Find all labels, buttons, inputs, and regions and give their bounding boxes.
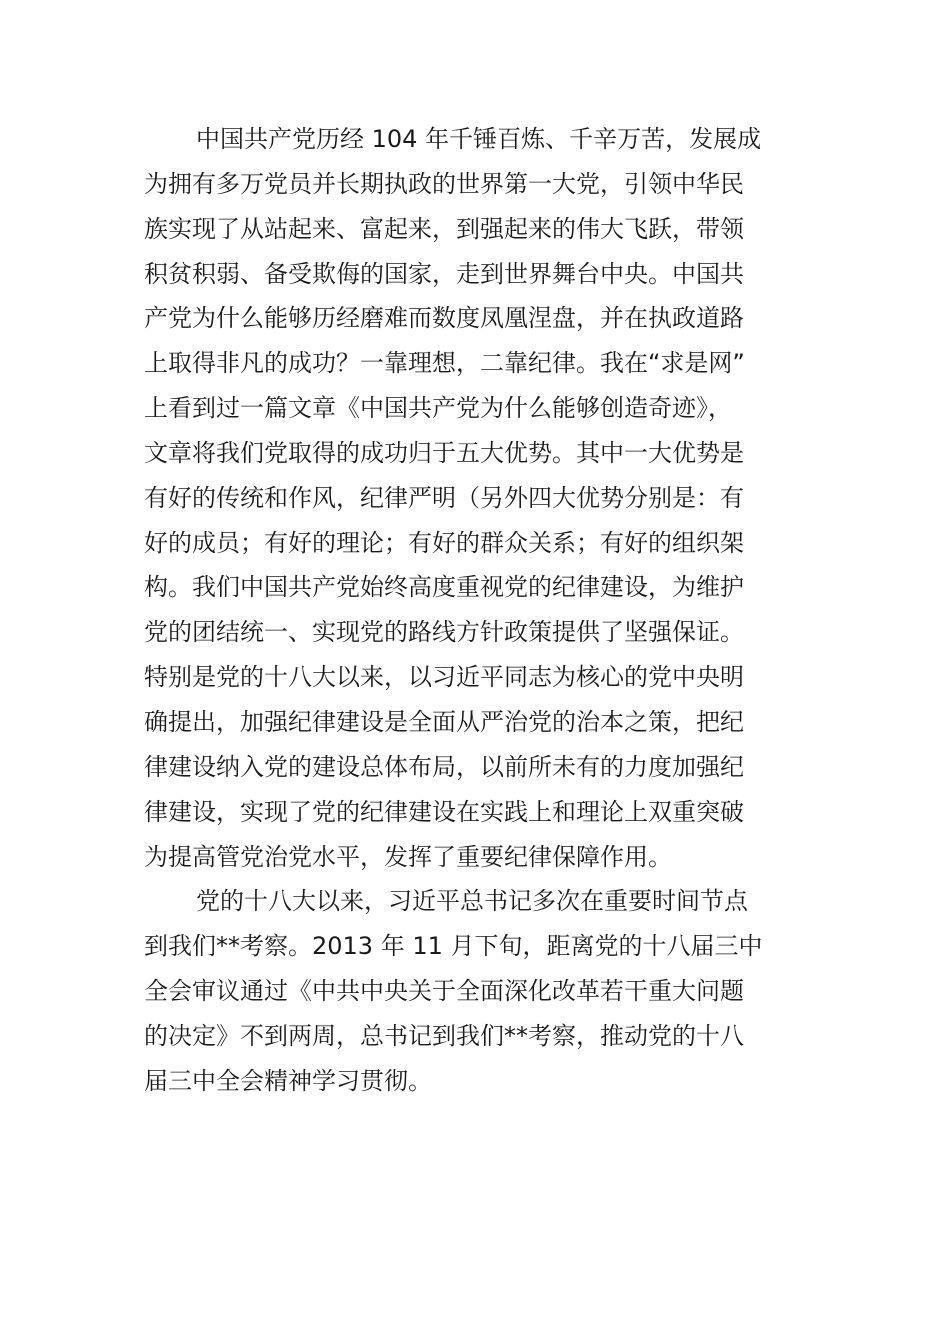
paragraph-line: 中国共产党历经 104 年千锤百炼、千辛万苦，发展成: [196, 125, 762, 153]
paragraph-2: [144, 879, 808, 1103]
paragraph-line: 律建设纳入党的建设总体布局，以前所未有的力度加强纪: [144, 752, 744, 781]
paragraph-line: 为拥有多万党员并长期执政的世界第一大党，引领中华民: [144, 169, 744, 198]
paragraph-line: 文章将我们党取得的成功归于五大优势。其中一大优势是: [144, 438, 744, 467]
paragraph-line: 党的团结统一、实现党的路线方针政策提供了坚强保证。: [144, 618, 744, 647]
paragraph-line: 构。我们中国共产党始终高度重视党的纪律建设，为维护: [144, 573, 744, 602]
paragraph-line: 积贫积弱、备受欺侮的国家，走到世界舞台中央。中国共: [144, 259, 744, 288]
paragraph-line: 上取得非凡的成功？一靠理想，二靠纪律。我在“求是网”: [144, 349, 745, 378]
paragraph-line: 的决定》不到两周，总书记到我们**考察，推动党的十八: [144, 1021, 744, 1050]
paragraph-line: 有好的传统和作风，纪律严明（另外四大优势分别是：有: [144, 483, 744, 512]
paragraph-line: 届三中全会精神学习贯彻。: [144, 1066, 432, 1095]
paragraph-line: 族实现了从站起来、富起来，到强起来的伟大飞跃，带领: [144, 214, 744, 243]
paragraph-line: 特别是党的十八大以来，以习近平同志为核心的党中央明: [144, 663, 744, 692]
paragraph-line: 党的十八大以来，习近平总书记多次在重要时间节点: [196, 887, 748, 916]
paragraph-line: 产党为什么能够历经磨难而数度凤凰涅盘，并在执政道路: [144, 304, 744, 333]
paragraph-line: 上看到过一篇文章《中国共产党为什么能够创造奇迹》，: [144, 394, 732, 423]
paragraph-line: 到我们**考察。2013 年 11 月下旬，距离党的十八届三中: [144, 932, 763, 961]
paragraph-1: [144, 117, 808, 879]
paragraph-line: 好的成员；有好的理论；有好的群众关系；有好的组织架: [144, 528, 744, 557]
paragraph-line: 确提出，加强纪律建设是全面从严治党的治本之策，把纪: [144, 707, 744, 736]
paragraph-line: 全会审议通过《中共中央关于全面深化改革若干重大问题: [144, 977, 744, 1006]
document-body: [144, 117, 808, 1104]
paragraph-line: 律建设，实现了党的纪律建设在实践上和理论上双重突破: [144, 797, 744, 826]
paragraph-line: 为提高管党治党水平，发挥了重要纪律保障作用。: [144, 842, 672, 871]
